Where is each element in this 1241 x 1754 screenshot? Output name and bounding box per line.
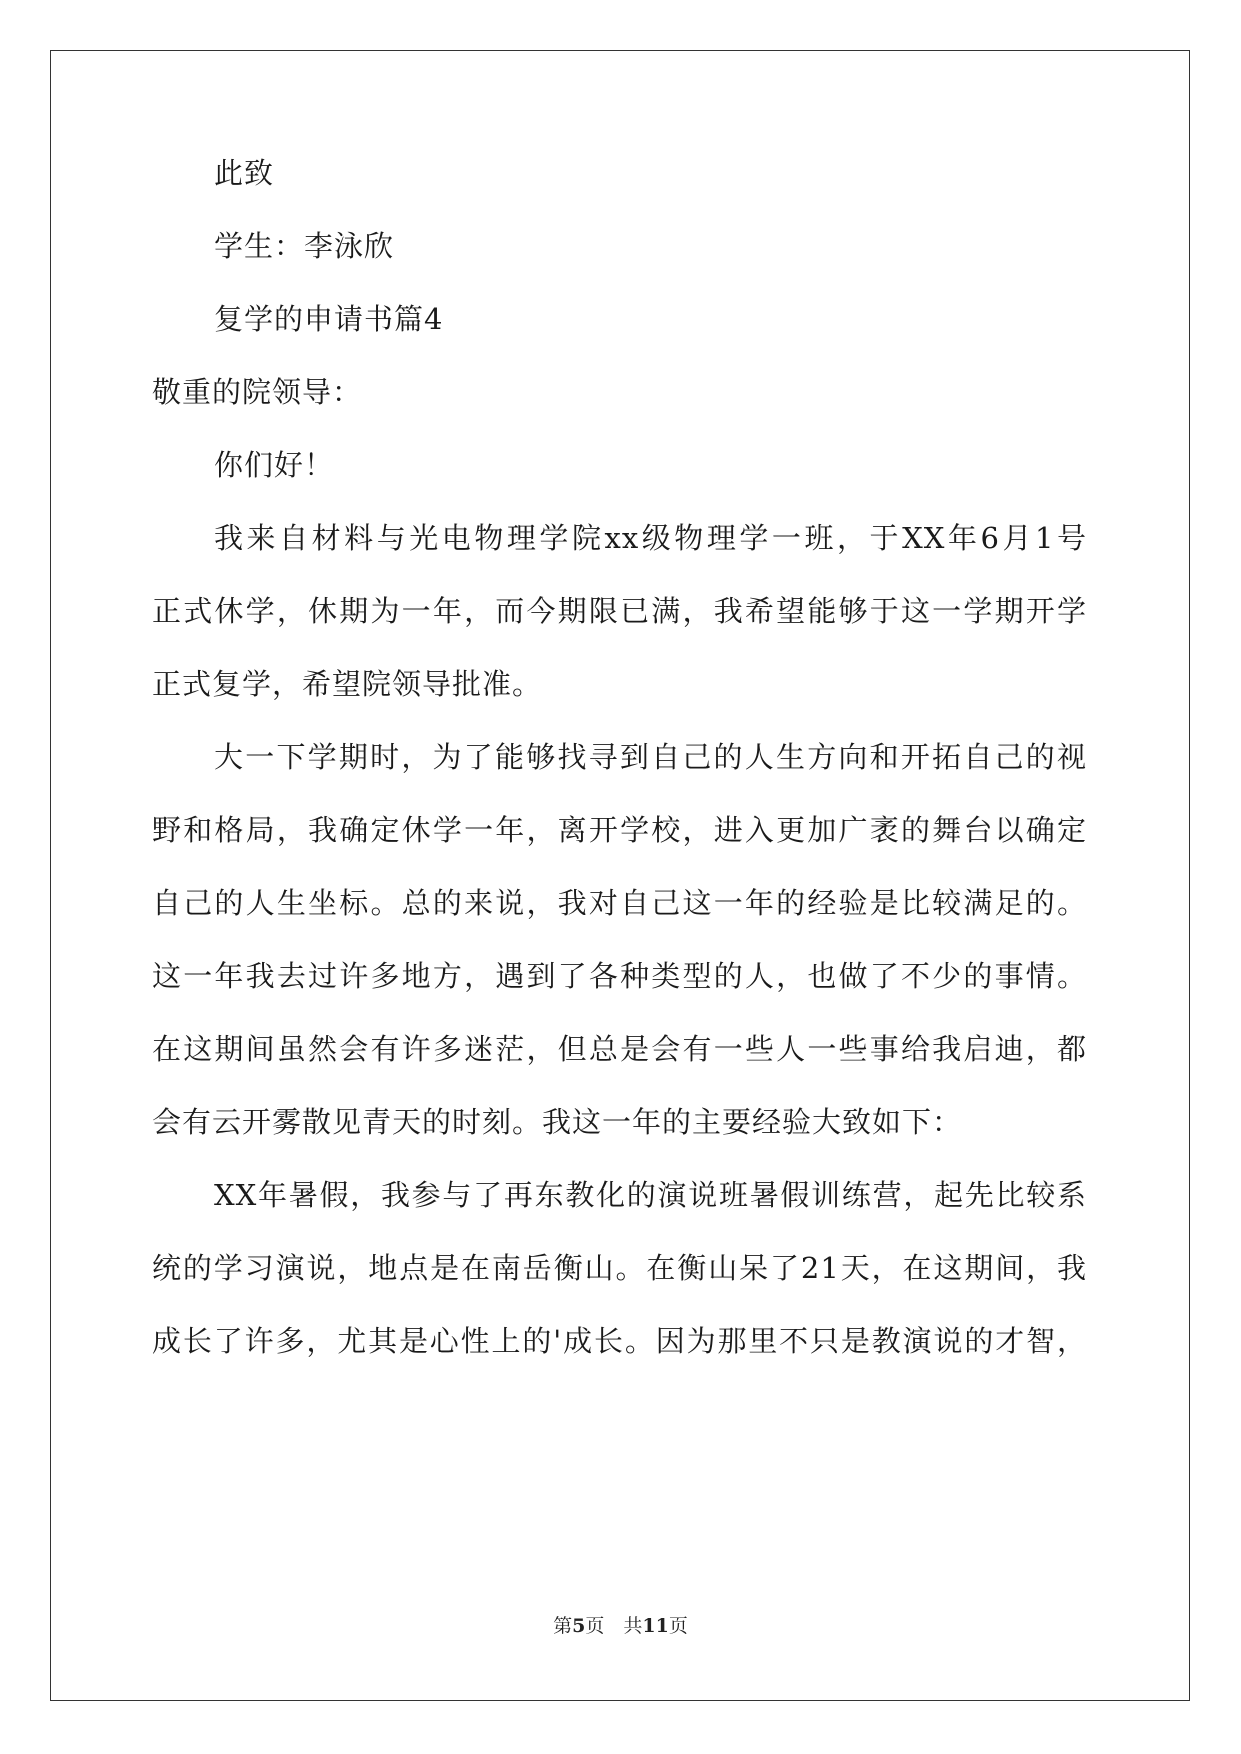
body-line: 在这期间虽然会有许多迷茫，但总是会有一些人一些事给我启迪，都 — [152, 1032, 1087, 1066]
body-line: 统的学习演说，地点是在南岳衡山。在衡山呆了21天，在这期间，我 — [152, 1251, 1087, 1285]
body-line: 成长了许多，尤其是心性上的'成长。因为那里不只是教演说的才智， — [152, 1324, 1087, 1358]
page-footer — [0, 1611, 1241, 1638]
body-line: 正式复学，希望院领导批准。 — [152, 667, 543, 701]
footer-page-number: 5 — [572, 1615, 586, 1637]
signature-line: 学生：李泳欣 — [214, 229, 395, 263]
footer-total-pages: 11 — [642, 1615, 669, 1637]
body-line: 我来自材料与光电物理学院xx级物理学一班，于XX年6月1号 — [214, 521, 1087, 555]
letter-addressee: 敬重的院领导： — [152, 375, 363, 409]
footer-prefix: 第 — [553, 1615, 573, 1637]
page-border — [50, 50, 1190, 1701]
body-line: 这一年我去过许多地方，遇到了各种类型的人，也做了不少的事情。 — [152, 959, 1087, 993]
body-line: 大一下学期时，为了能够找寻到自己的人生方向和开拓自己的视 — [214, 740, 1087, 774]
closing-salutation: 此致 — [214, 156, 275, 190]
body-line: XX年暑假，我参与了再东教化的演说班暑假训练营，起先比较系 — [214, 1178, 1087, 1212]
body-line: 自己的人生坐标。总的来说，我对自己这一年的经验是比较满足的。 — [152, 886, 1087, 920]
section-title: 复学的申请书篇4 — [214, 302, 444, 336]
greeting: 你们好！ — [214, 448, 335, 482]
footer-middle: 页 共 — [585, 1615, 643, 1637]
body-line: 会有云开雾散见青天的时刻。我这一年的主要经验大致如下： — [152, 1105, 963, 1139]
body-line: 正式休学，休期为一年，而今期限已满，我希望能够于这一学期开学 — [152, 594, 1087, 628]
footer-suffix: 页 — [668, 1615, 688, 1637]
body-line: 野和格局，我确定休学一年，离开学校，进入更加广袤的舞台以确定 — [152, 813, 1087, 847]
